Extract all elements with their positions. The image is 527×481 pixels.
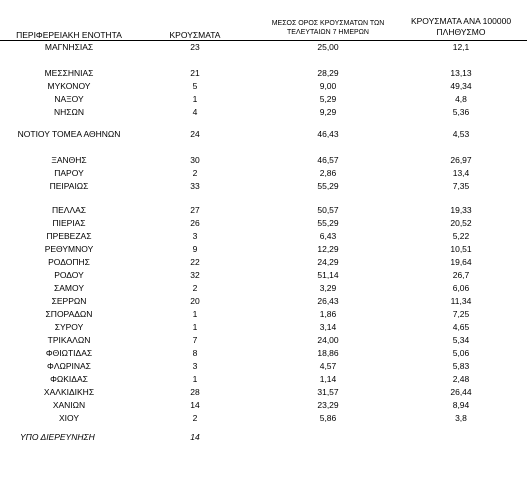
cell-avg7: 25,00	[317, 42, 339, 52]
cell-per100k: 6,06	[452, 283, 470, 293]
cell-cases: 1	[192, 309, 198, 319]
table-row	[0, 269, 527, 281]
cell-region: ΠΕΛΛΑΣ	[51, 205, 87, 215]
cell-avg7: 46,43	[317, 129, 339, 139]
cell-avg7: 4,57	[319, 361, 337, 371]
cell-cases: 27	[190, 205, 200, 215]
cell-cases: 26	[190, 218, 200, 228]
table-row	[0, 360, 527, 372]
cell-avg7: 1,86	[319, 309, 337, 319]
cell-cases: 33	[190, 181, 200, 191]
cell-region: ΦΩΚΙΔΑΣ	[50, 374, 88, 384]
cell-region: ΡΕΘΥΜΝΟΥ	[44, 244, 94, 254]
table-row	[0, 80, 527, 92]
cell-cases: 23	[190, 42, 200, 52]
header-per100k: ΚΡΟΥΣΜΑΤΑ ΑΝΑ 100000 ΠΛΗΘΥΣΜΟ	[410, 16, 512, 37]
table-row	[0, 373, 527, 385]
cell-avg7: 50,57	[317, 205, 339, 215]
cell-avg7: 18,86	[317, 348, 339, 358]
cell-per100k: 3,8	[455, 413, 467, 423]
table-row	[0, 295, 527, 307]
table-row	[0, 412, 527, 424]
table-row	[0, 106, 527, 118]
table-row	[0, 128, 527, 140]
cell-avg7: 24,29	[317, 257, 339, 267]
cell-cases: 1	[192, 94, 198, 104]
cell-region: ΜΥΚΟΝΟΥ	[47, 81, 91, 91]
cell-per100k: 20,52	[450, 218, 472, 228]
cell-region: ΝΑΞΟΥ	[54, 94, 84, 104]
table-row	[0, 41, 527, 53]
cell-avg7: 55,29	[317, 218, 339, 228]
header-cases: ΚΡΟΥΣΜΑΤΑ	[169, 30, 221, 40]
cell-avg7: 12,29	[317, 244, 339, 254]
table-row	[0, 204, 527, 216]
table-row	[0, 308, 527, 320]
cell-cases: 3	[192, 231, 198, 241]
cell-cases: 8	[192, 348, 198, 358]
cell-region: ΜΑΓΝΗΣΙΑΣ	[44, 42, 94, 52]
cell-avg7: 6,43	[319, 231, 337, 241]
cell-region: ΠΕΙΡΑΙΩΣ	[49, 181, 89, 191]
table-row	[0, 399, 527, 411]
cell-region: ΡΟΔΟΠΗΣ	[48, 257, 90, 267]
cell-cases: 2	[192, 168, 198, 178]
cell-per100k: 19,64	[450, 257, 472, 267]
table-row	[0, 334, 527, 346]
cell-region: ΧΙΟΥ	[58, 413, 80, 423]
cell-per100k: 4,53	[452, 129, 470, 139]
cell-avg7: 9,29	[319, 107, 337, 117]
cell-per100k: 49,34	[450, 81, 472, 91]
cell-per100k: 10,51	[450, 244, 472, 254]
cell-per100k: 26,7	[452, 270, 470, 280]
cell-per100k: 5,22	[452, 231, 470, 241]
table-row	[0, 93, 527, 105]
cell-cases: 1	[192, 374, 198, 384]
table-row	[0, 180, 527, 192]
cell-avg7: 46,57	[317, 155, 339, 165]
cell-avg7: 51,14	[317, 270, 339, 280]
table-row	[0, 167, 527, 179]
cell-region: ΣΥΡΟΥ	[54, 322, 84, 332]
cell-region: ΣΑΜΟΥ	[53, 283, 84, 293]
cell-region: ΠΙΕΡΙΑΣ	[52, 218, 86, 228]
cell-per100k: 5,36	[452, 107, 470, 117]
cell-cases: 9	[192, 244, 198, 254]
cell-avg7: 5,29	[319, 94, 337, 104]
table-row	[0, 154, 527, 166]
cell-per100k: 5,34	[452, 335, 470, 345]
cell-avg7: 31,57	[317, 387, 339, 397]
cell-cases: 7	[192, 335, 198, 345]
header-avg7: ΜΕΣΟΣ ΟΡΟΣ ΚΡΟΥΣΜΑΤΩΝ ΤΩΝ ΤΕΛΕΥΤΑΙΩΝ 7 ΗΜΕΡΩΝ	[271, 20, 385, 36]
cell-avg7: 28,29	[317, 68, 339, 78]
table-row	[0, 243, 527, 255]
cell-avg7: 9,00	[319, 81, 337, 91]
cell-per100k: 8,94	[452, 400, 470, 410]
cell-per100k: 12,1	[452, 42, 470, 52]
cell-region: ΣΕΡΡΩΝ	[51, 296, 87, 306]
cell-avg7: 26,43	[317, 296, 339, 306]
cell-cases: 5	[192, 81, 198, 91]
cell-region: ΦΛΩΡΙΝΑΣ	[47, 361, 91, 371]
table-row	[0, 256, 527, 268]
cell-region: ΣΠΟΡΑΔΩΝ	[45, 309, 93, 319]
table-row	[0, 282, 527, 294]
cell-per100k: 5,83	[452, 361, 470, 371]
cell-cases: 4	[192, 107, 198, 117]
table-row	[0, 321, 527, 333]
table-row	[0, 67, 527, 79]
cell-cases: 3	[192, 361, 198, 371]
cell-region: ΠΡΕΒΕΖΑΣ	[46, 231, 92, 241]
footer-cases: 14	[190, 432, 200, 442]
cell-avg7: 1,14	[319, 374, 337, 384]
cell-cases: 30	[190, 155, 200, 165]
cell-per100k: 4,8	[455, 94, 467, 104]
cell-avg7: 3,29	[319, 283, 337, 293]
cell-cases: 1	[192, 322, 198, 332]
cell-cases: 14	[190, 400, 200, 410]
cell-region: ΝΗΣΩΝ	[53, 107, 85, 117]
table-row	[0, 230, 527, 242]
cell-per100k: 19,33	[450, 205, 472, 215]
cell-avg7: 5,86	[319, 413, 337, 423]
cell-cases: 21	[190, 68, 200, 78]
header-region: ΠΕΡΙΦΕΡΕΙΑΚΗ ΕΝΟΤΗΤΑ	[16, 30, 122, 40]
cell-region: ΠΑΡΟΥ	[54, 168, 84, 178]
cell-region: ΜΕΣΣΗΝΙΑΣ	[44, 68, 94, 78]
table-row	[0, 347, 527, 359]
cell-per100k: 11,34	[450, 296, 472, 306]
footer-label: ΥΠΟ ΔΙΕΡΕΥΝΗΣΗ	[20, 432, 95, 442]
cell-avg7: 55,29	[317, 181, 339, 191]
cell-region: ΦΘΙΩΤΙΔΑΣ	[45, 348, 93, 358]
cell-per100k: 26,97	[450, 155, 472, 165]
cell-avg7: 3,14	[319, 322, 337, 332]
cell-avg7: 24,00	[317, 335, 339, 345]
cell-cases: 22	[190, 257, 200, 267]
cell-region: ΧΑΝΙΩΝ	[52, 400, 86, 410]
cell-cases: 20	[190, 296, 200, 306]
cell-per100k: 13,13	[450, 68, 472, 78]
cell-region: ΤΡΙΚΑΛΩΝ	[47, 335, 91, 345]
cell-cases: 32	[190, 270, 200, 280]
cell-cases: 24	[190, 129, 200, 139]
cell-cases: 2	[192, 413, 198, 423]
cell-cases: 2	[192, 283, 198, 293]
cell-per100k: 7,25	[452, 309, 470, 319]
cell-avg7: 2,86	[319, 168, 337, 178]
cell-per100k: 7,35	[452, 181, 470, 191]
cell-per100k: 5,06	[452, 348, 470, 358]
cell-per100k: 2,48	[452, 374, 470, 384]
cell-region: ΞΑΝΘΗΣ	[51, 155, 87, 165]
cell-region: ΝΟΤΙΟΥ ΤΟΜΕΑ ΑΘΗΝΩΝ	[17, 129, 121, 139]
table-row	[0, 217, 527, 229]
cell-cases: 28	[190, 387, 200, 397]
table-row	[0, 386, 527, 398]
cell-region: ΧΑΛΚΙΔΙΚΗΣ	[43, 387, 95, 397]
cell-avg7: 23,29	[317, 400, 339, 410]
cell-region: ΡΟΔΟΥ	[54, 270, 84, 280]
cell-per100k: 13,4	[452, 168, 470, 178]
cell-per100k: 26,44	[450, 387, 472, 397]
cell-per100k: 4,65	[452, 322, 470, 332]
